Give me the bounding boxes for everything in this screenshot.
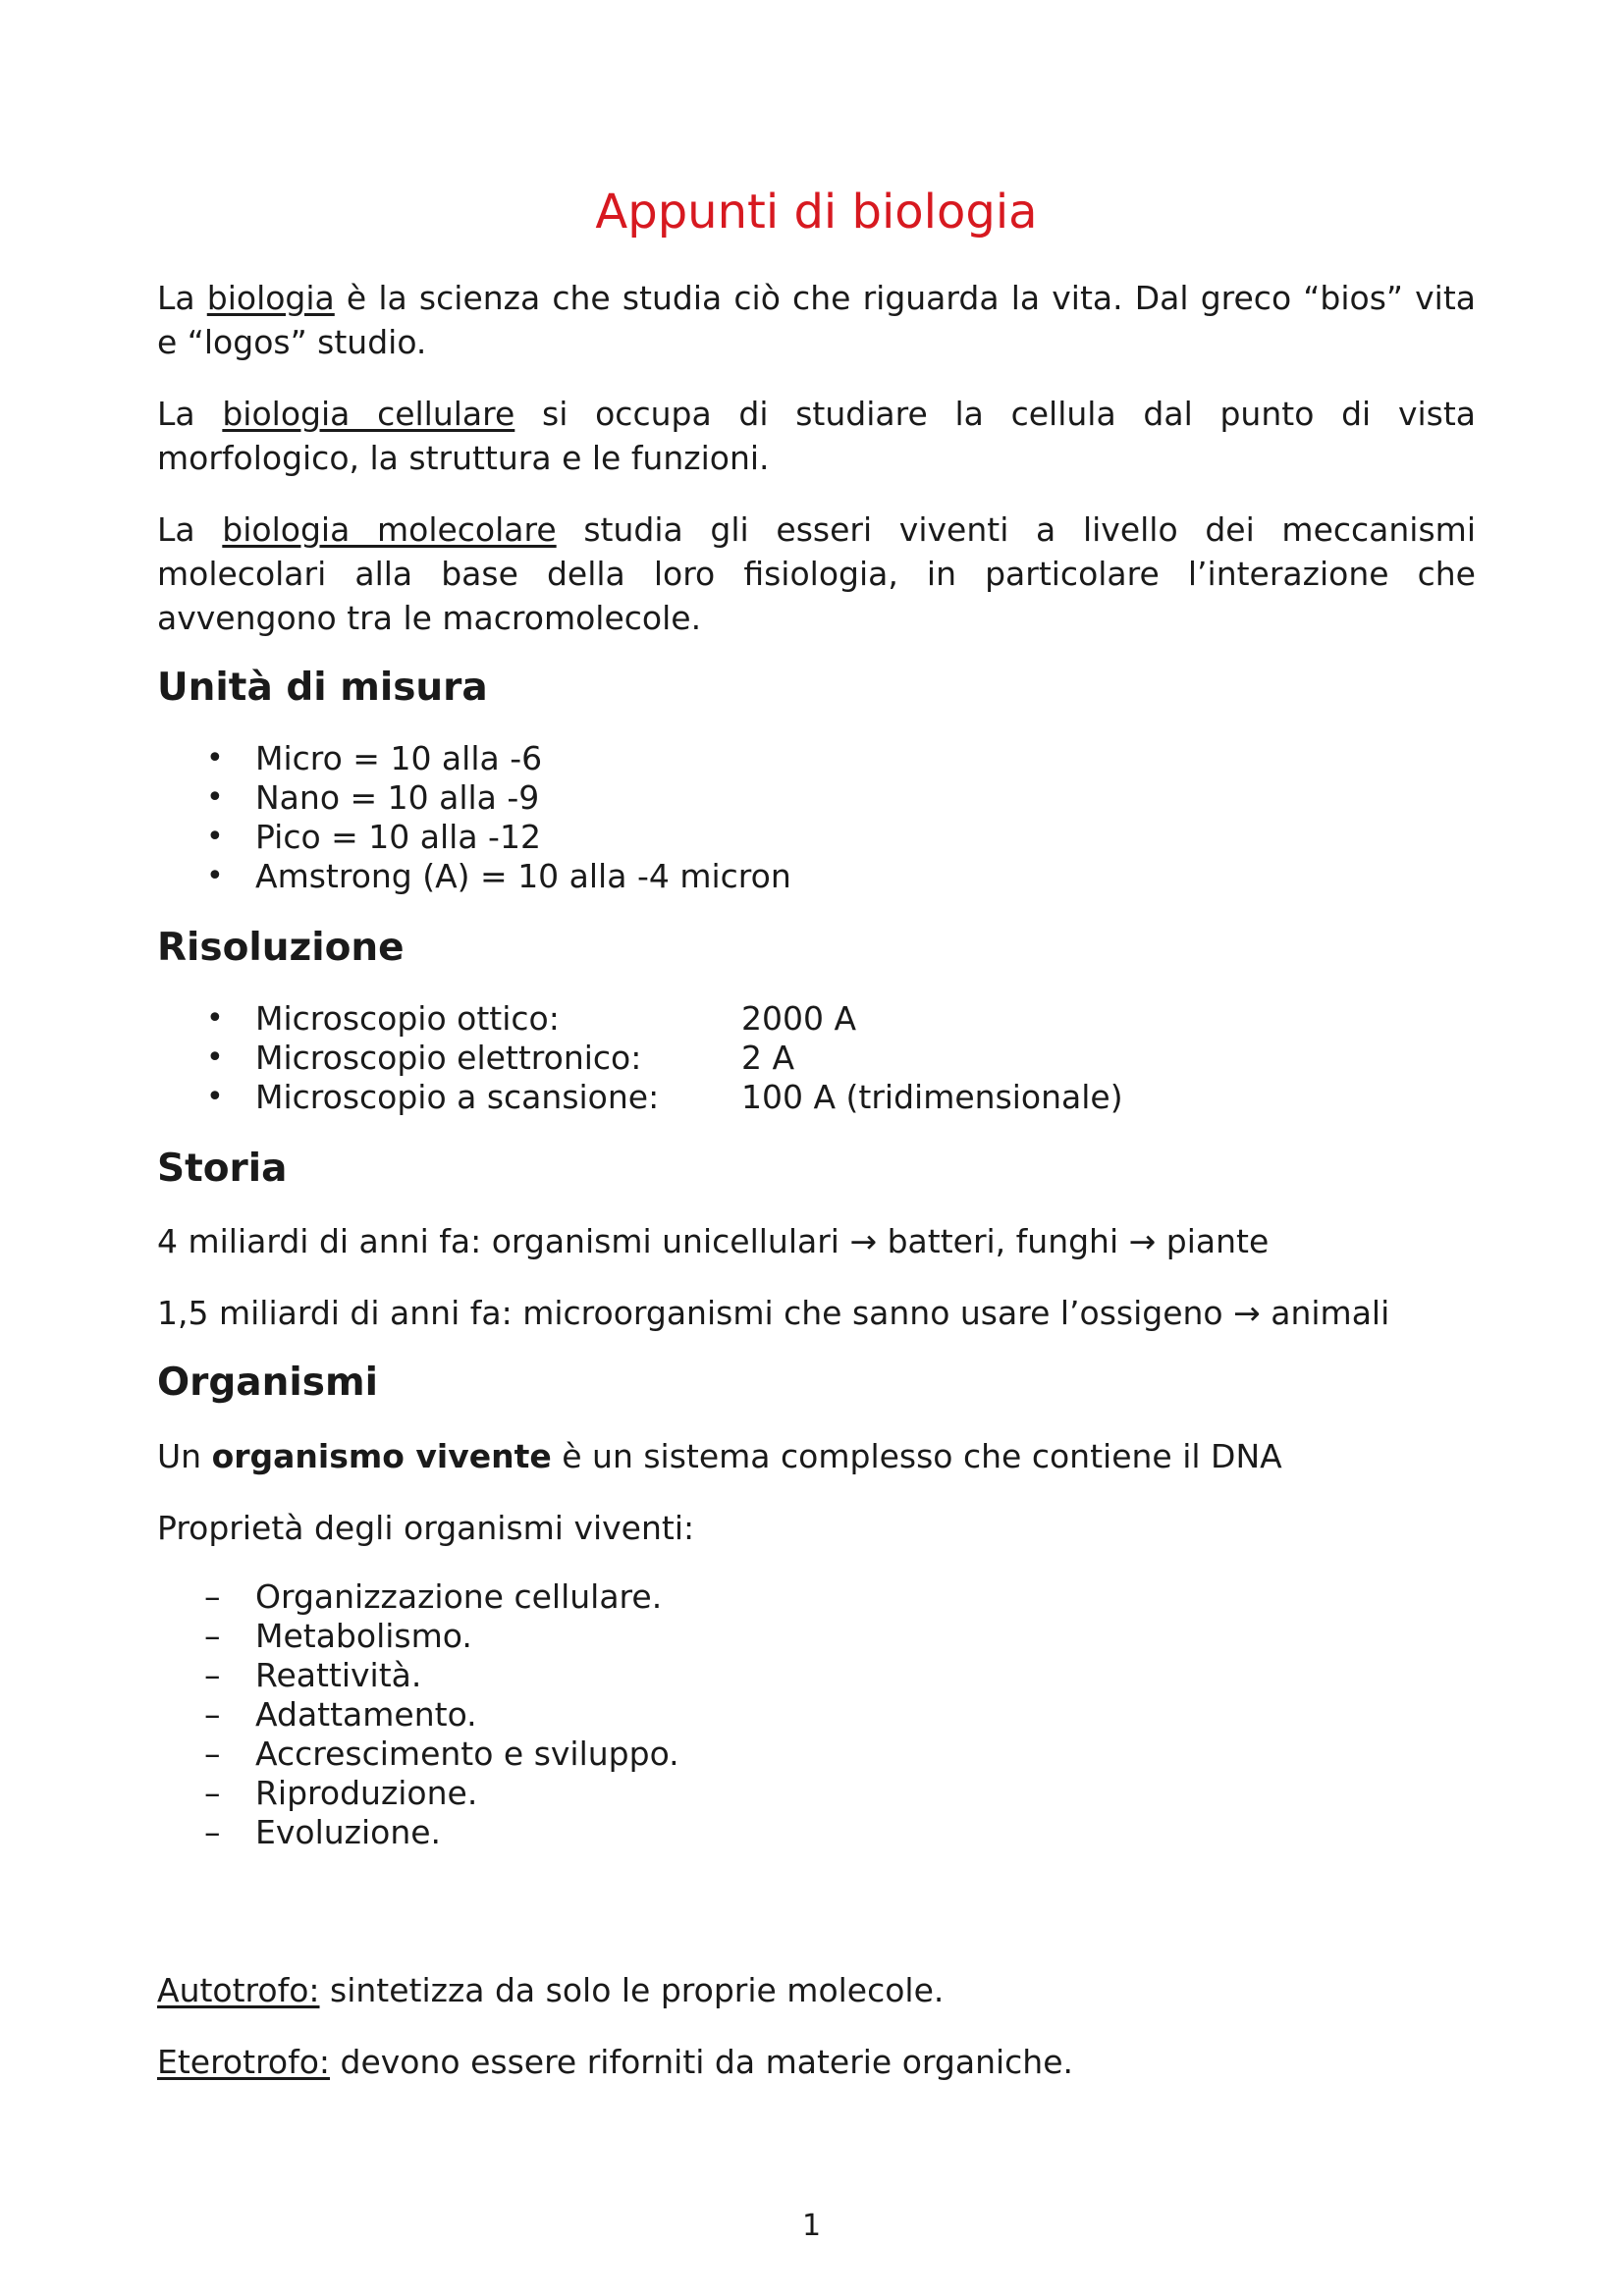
list-item: – Accrescimento e sviluppo. [204, 1735, 679, 1774]
dash-icon: – [204, 1774, 221, 1813]
units-list [157, 739, 1476, 896]
organism-definition: Un organismo vivente è un sistema complesso che contiene il DNA [157, 1437, 1282, 1476]
term-autotrofo: Autotrofo: [157, 1971, 320, 2010]
properties-intro: Proprietà degli organismi viventi: [157, 1509, 695, 1548]
properties-list [157, 1577, 1476, 1852]
dash-icon: – [204, 1695, 221, 1735]
list-item: • Nano = 10 alla -9 [206, 777, 540, 817]
bullet-icon: • [206, 740, 224, 775]
intro-paragraph-biologia: La biologia è la scienza che studia ciò che riguarda la vita. Dal greco “bios” vita e “logos” studio. [157, 278, 1476, 361]
list-item: • Micro = 10 alla -6 [206, 738, 543, 777]
eterotrofo-definition: Eterotrofo: devono essere riforniti da materie organiche. [157, 2043, 1074, 2082]
list-item: • Amstrong (A) = 10 alla -4 micron [206, 856, 791, 895]
list-item: • Microscopio ottico: 2000 A [206, 998, 857, 1038]
page-title: Appunti di biologia [595, 185, 1038, 240]
heading-history: Storia [157, 1146, 288, 1191]
bullet-icon: • [206, 1000, 224, 1036]
intro-paragraph-cellulare: La biologia cellulare si occupa di studiare la cellula dal punto di vista morfologico, la struttura e le funzioni. [157, 394, 1477, 477]
list-item: – Organizzazione cellulare. [204, 1577, 663, 1617]
bullet-icon: • [206, 779, 224, 815]
term-eterotrofo: Eterotrofo: [157, 2043, 331, 2082]
term-biologia: biologia [206, 278, 335, 317]
list-item: – Riproduzione. [204, 1774, 478, 1813]
dash-icon: – [204, 1656, 221, 1695]
term-biologia-cellulare: biologia cellulare [222, 394, 515, 433]
bullet-icon: • [206, 1079, 224, 1114]
heading-units: Unità di misura [157, 665, 488, 710]
bullet-icon: • [206, 858, 224, 893]
term-organismo-vivente: organismo vivente [211, 1437, 552, 1476]
dash-icon: – [204, 1617, 221, 1656]
document-page [157, 187, 1476, 2111]
list-item: – Reattività. [204, 1656, 422, 1695]
list-item: • Microscopio elettronico: 2 A [206, 1038, 795, 1077]
list-item: – Adattamento. [204, 1695, 477, 1735]
history-line: 4 miliardi di anni fa: organismi unicellulari → batteri, funghi → piante [157, 1222, 1270, 1261]
list-item: • Pico = 10 alla -12 [206, 817, 541, 856]
dash-icon: – [204, 1735, 221, 1774]
dash-icon: – [204, 1813, 221, 1852]
page-number: 1 [801, 2209, 822, 2243]
spacer [157, 1884, 1476, 1968]
heading-organisms: Organismi [157, 1361, 378, 1406]
history-line: 1,5 miliardi di anni fa: microorganismi che sanno usare l’ossigeno → animali [157, 1294, 1390, 1333]
bullet-icon: • [206, 819, 224, 854]
heading-resolution: Risoluzione [157, 925, 405, 970]
dash-icon: – [204, 1577, 221, 1617]
intro-paragraph-molecolare: La biologia molecolare studia gli esseri viventi a livello dei meccanismi molecolari alla base della loro fisiologia, in particolare l’interazione che avvengono tra le macromolecole. [157, 509, 1476, 637]
list-item: – Metabolismo. [204, 1617, 472, 1656]
resolution-list [157, 999, 1476, 1117]
list-item: • Microscopio a scansione: 100 A (tridimensionale) [206, 1077, 1123, 1116]
list-item: – Evoluzione. [204, 1813, 442, 1852]
term-biologia-molecolare: biologia molecolare [222, 509, 557, 549]
autotrofo-definition: Autotrofo: sintetizza da solo le proprie molecole. [157, 1971, 945, 2010]
bullet-icon: • [206, 1040, 224, 1075]
